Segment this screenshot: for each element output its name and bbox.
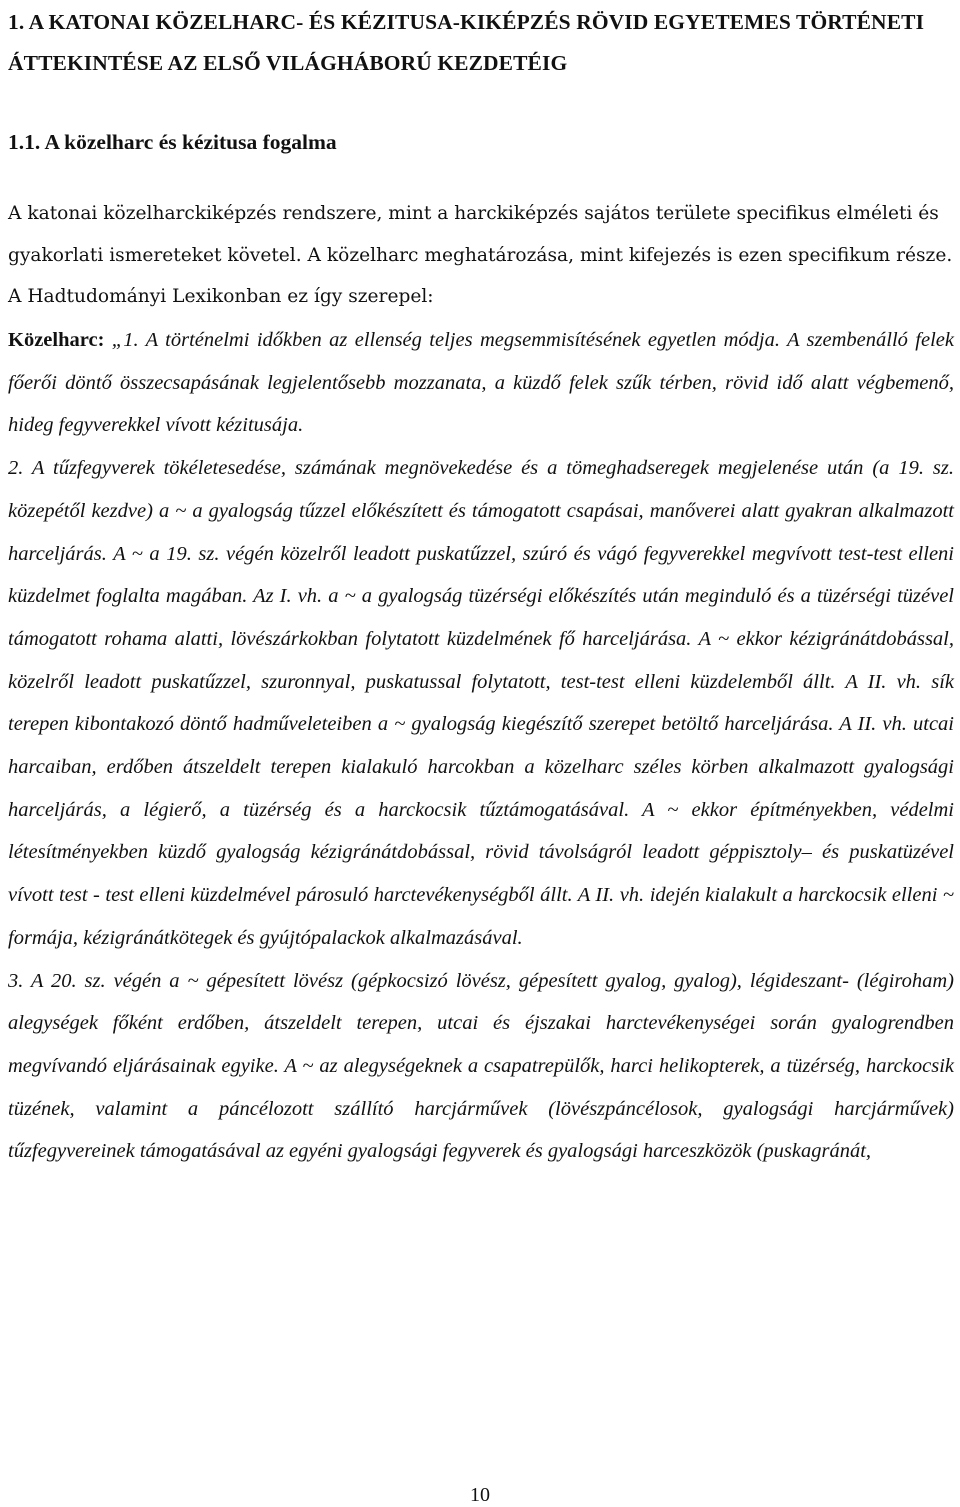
page-number: 10 [470, 1484, 490, 1506]
chapter-title: 1. A KATONAI KÖZELHARC- ÉS KÉZITUSA-KIKÉPZÉS RÖVID EGYETEMES TÖRTÉNETI ÁTTEKINTÉSE AZ ELSŐ VILÁGHÁBORÚ KEZDETÉIG [8, 10, 925, 75]
section-title: 1.1. A közelharc és kézitusa fogalma [8, 130, 337, 154]
definition-term: Közelharc: [8, 329, 112, 351]
definition-item-2: 2. A tűzfegyverek tökéletesedése, számának megnövekedése és a tömeghadseregek megjelenése után (a 19. sz. közepétől kezdve) a ~ a gyalogság tűzzel előkészített és támogatott csapásai, manőverei alatt gyakran alkalmazott harceljárás. A ~ a 19. sz. végén közelről leadott puskatűzzel, szúró és vágó fegyverekkel megvívott test-test elleni küzdelmet foglalta magában. Az I. vh. a ~ a gyalogság tüzérségi előkészítés után meginduló és a tüzérségi tüzével támogatott rohama alatti, lövészárkokban folytatott küzdelmének fő harceljárása. A ~ ekkor kézigránátdobással, közelről leadott puskatűzzel, szuronnyal, puskatussal folytatott, test-test elleni küzdelemből állt. A II. vh. sík terepen kibontakozó döntő hadműveleteiben a ~ gyalogság kiegészítő szerepet betöltő harceljárása. A II. vh. utcai harcaiban, erdőben átszeldelt terepen kialakuló harcokban a közelharc széles körben alkalmazott gyalogsági harceljárás, a légierő, a tüzérség és a harckocsik tűztámogatásával. A ~ ekkor építményekben, védelmi létesítményekben küzdő gyalogság kézigránátdobással, rövid távolságról leadott géppisztoly– és puskatüzével vívott test - test elleni küzdelmével párosuló harctevékenységből állt. A II. vh. idején kialakult a harckocsik elleni ~ formája, kézigránátkötegek és gyújtópalackok alkalmazásával. [8, 457, 954, 949]
intro-paragraph: A katonai közelharckiképzés rendszere, mint a harckiképzés sajátos területe specifikus elméleti és gyakorlati ismereteket követel. A közelharc meghatározása, mint kifejezés is ezen specifikum része. A Hadtudományi Lexikonban ez így szerepel: [8, 203, 953, 307]
definition-block [8, 319, 954, 1173]
definition-item-3: 3. A 20. sz. végén a ~ gépesített lövész (gépkocsizó lövész, gépesített gyalog, gyalog), légideszant- (légiroham) alegységek főként erdőben, átszeldelt terepen, utcai és éjszakai harctevékenységei során gyalogrendben megvívandó eljárásainak egyike. A ~ az alegységeknek a csapatrepülők, harci helikopterek, a tüzérség, harckocsik tüzének, valamint a páncélozott szállító harcjárművek (lövészpáncélosok, gyalogsági harcjárművek) tűzfegyvereinek támogatásával az egyéni gyalogsági fegyverek és gyalogsági harceszközök (puskagránát, [8, 969, 954, 1163]
definition-item-1: „1. A történelmi időkben az ellenség teljes megsemmisítésének egyetlen módja. A szembenálló felek főerői döntő összecsapásának legjelentősebb mozzanata, a küzdő felek szűk térben, rövid idő alatt végbemenő, hideg fegyverekkel vívott kézitusája. [8, 329, 954, 437]
